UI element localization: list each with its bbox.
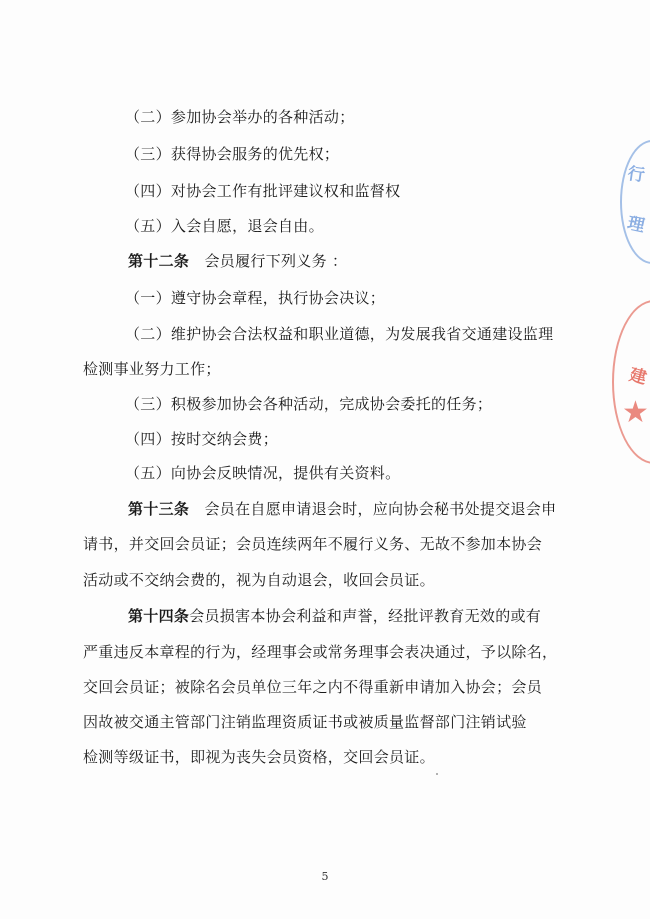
- text-line: （五）向协会反映情况，提供有关资料。: [125, 464, 401, 482]
- text-line: 检测事业努力工作；: [83, 360, 221, 378]
- article-heading: 第十四条: [128, 607, 190, 625]
- article-13: [0, 498, 650, 520]
- blue-seal-text: 理: [625, 213, 647, 237]
- article-text: 会员在自愿申请退会时，应向协会秘书处提交退会申: [189, 500, 557, 518]
- text-line: （四）对协会工作有批评建议权和监督权: [125, 182, 401, 200]
- text-line: （一）遵守协会章程，执行协会决议；: [125, 289, 386, 307]
- ink-dot: [436, 773, 438, 775]
- text-line: 活动或不交纳会费的，视为自动退会，收回会员证。: [83, 571, 435, 589]
- text-line: （三）积极参加协会各种活动，完成协会委托的任务；: [125, 395, 493, 413]
- red-seal-text: 建: [627, 365, 649, 389]
- blue-seal-text: 行: [626, 163, 646, 187]
- text-line: 严重违反本章程的行为，经理事会或常务理事会表决通过，予以除名，: [83, 643, 558, 661]
- text-line: （二）参加协会举办的各种活动；: [125, 108, 355, 126]
- article-12: [0, 250, 650, 272]
- text-line: （四）按时交纳会费；: [125, 430, 279, 448]
- article-heading: 第十三条: [128, 500, 190, 518]
- article-text: 会员损害本协会利益和声誉，经批评教育无效的或有: [189, 607, 542, 625]
- text-line: 检测等级证书，即视为丧失会员资格，交回会员证。: [83, 748, 435, 766]
- article-text: 会员履行下列义务 ：: [189, 252, 348, 270]
- page-number: 5: [321, 870, 329, 883]
- article-14: [0, 605, 650, 627]
- text-line: （三）获得协会服务的优先权；: [125, 145, 340, 163]
- text-line: （五）入会自愿，退会自由。: [125, 217, 324, 235]
- article-heading: 第十二条: [128, 252, 190, 270]
- text-line: （二）维护协会合法权益和职业道德，为发展我省交通建设监理: [125, 325, 554, 343]
- text-line: 交回会员证；被除名会员单位三年之内不得重新申请加入协会；会员: [83, 678, 543, 696]
- text-line: 请书，并交回会员证；会员连续两年不履行义务、无故不参加本协会: [83, 535, 543, 553]
- star-icon: ★: [622, 395, 649, 430]
- text-line: 因故被交通主管部门注销监理资质证书或被质量监督部门注销试验: [83, 713, 527, 731]
